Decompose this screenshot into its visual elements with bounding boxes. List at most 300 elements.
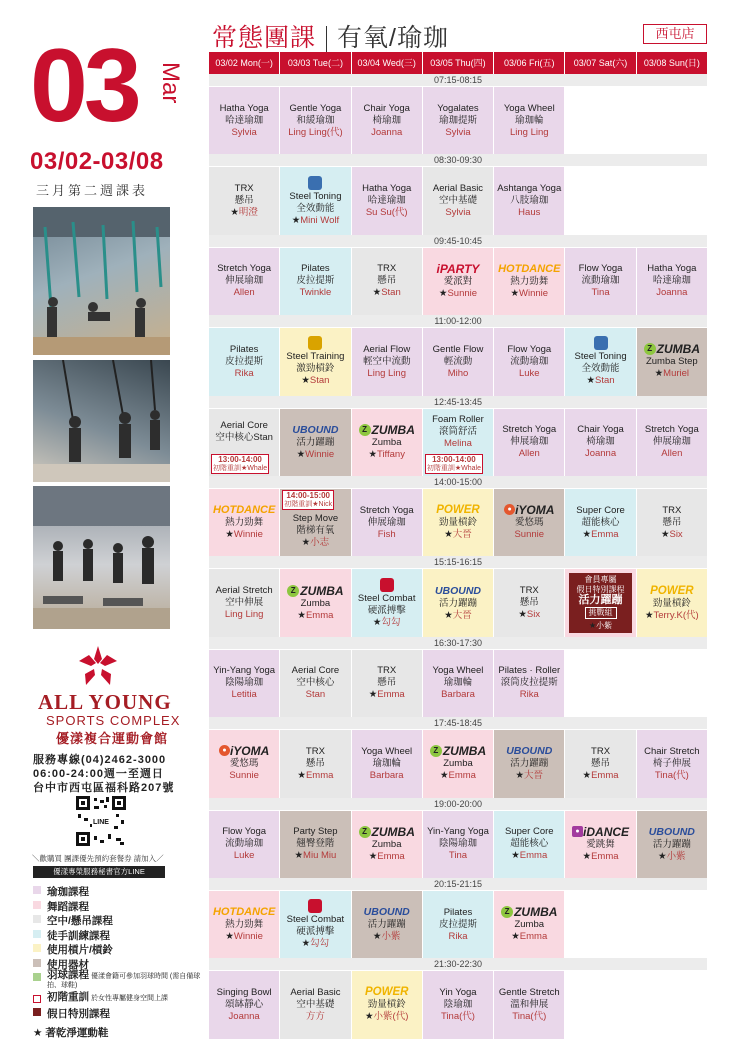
teacher-name: Luke: [518, 367, 540, 379]
class-cell[interactable]: [494, 650, 565, 717]
class-name-zh: 陰陽瑜珈: [438, 838, 477, 850]
zumba-logo: Z ZUMBA: [359, 424, 415, 437]
class-cell[interactable]: [423, 167, 494, 234]
zumba-logo-text: ZUMBA: [514, 905, 558, 920]
class-cell[interactable]: [280, 891, 351, 958]
month-number: 03: [30, 28, 138, 144]
teacher: [661, 529, 683, 541]
class-cell[interactable]: [352, 650, 423, 717]
teacher: [520, 689, 539, 701]
class-cell[interactable]: [423, 409, 494, 476]
time-slot: [209, 315, 707, 395]
class-name-zh: 陰瑜珈: [443, 998, 473, 1010]
class-cell[interactable]: [280, 328, 351, 395]
class-cell[interactable]: [423, 569, 494, 636]
empty-cell: [565, 891, 636, 958]
teacher: [591, 287, 609, 299]
teacher: [302, 938, 330, 950]
class-cell[interactable]: [423, 489, 494, 556]
teacher-name: 小紫: [666, 850, 686, 862]
teacher-name: Letitia: [231, 689, 257, 701]
class-cell[interactable]: [423, 87, 494, 154]
class-name: Pilates: [443, 906, 473, 918]
time-bar: 15:15-16:15: [209, 556, 707, 568]
teacher: [365, 1011, 408, 1023]
teacher: [297, 770, 333, 782]
class-name-zh: Zumba: [371, 838, 402, 850]
class-name: Aerial Basic: [290, 986, 341, 998]
special-line4: 挑戰組: [585, 607, 617, 619]
class-name: Flow Yoga: [507, 343, 552, 355]
teacher: [292, 215, 339, 227]
empty-cell: [565, 971, 636, 1038]
teacher-name: Emma: [591, 850, 619, 862]
teacher: [514, 529, 544, 541]
time-bar: 14:00-15:00: [209, 476, 707, 488]
teacher: [449, 850, 467, 862]
class-cell[interactable]: [209, 971, 280, 1038]
zumba-logo-text: ZUMBA: [371, 422, 415, 437]
party-logo-text: iPARTY: [436, 261, 480, 276]
class-name: Flow Yoga: [578, 263, 623, 275]
class-cell[interactable]: [209, 248, 280, 315]
teacher: [587, 375, 615, 387]
time-bar: 19:00-20:00: [209, 798, 707, 810]
class-row: [209, 408, 707, 476]
brand-tagline-en: SPORTS COMPLEX: [46, 713, 181, 728]
beginner-training-tag: [282, 490, 334, 510]
legend-item-dance: 舞蹈課程: [33, 899, 205, 914]
teacher: [440, 770, 476, 782]
teacher-name: 明澄: [238, 207, 258, 219]
class-name-zh: Zumba Step: [645, 356, 698, 368]
empty-cell: [637, 971, 707, 1038]
teacher: [510, 127, 549, 139]
class-cell[interactable]: [494, 328, 565, 395]
title-main: 常態團課: [212, 24, 317, 52]
time-slot: [209, 798, 707, 878]
qr-note: ＼歡購買 團課優先預約套餐券 請加入／: [32, 854, 164, 863]
class-cell[interactable]: [423, 650, 494, 717]
class-name-zh: 活力躍蹦: [367, 919, 406, 931]
class-cell[interactable]: [209, 811, 280, 878]
empty-cell: [565, 650, 636, 717]
class-name-zh: 愛派對: [443, 275, 473, 287]
class-name-zh: 流動瑜珈: [225, 838, 264, 850]
teacher: [367, 368, 406, 380]
phone-number: 服務專線(04)2462-3000: [33, 754, 167, 766]
class-cell[interactable]: [352, 409, 423, 476]
class-cell[interactable]: [637, 489, 707, 556]
address: 台中市西屯區福科路207號: [33, 782, 175, 794]
class-cell[interactable]: [565, 730, 636, 797]
class-row: [209, 86, 707, 154]
schedule-grid: [209, 52, 707, 1039]
class-cell[interactable]: [637, 730, 707, 797]
class-cell[interactable]: [494, 730, 565, 797]
hotdance-logo: [213, 906, 275, 919]
class-name: Steel Combat: [357, 592, 416, 604]
class-cell[interactable]: [280, 409, 351, 476]
teacher-name: 方方: [305, 1010, 325, 1022]
class-name: Flow Yoga: [222, 826, 267, 838]
teacher: [645, 610, 699, 622]
teacher-name: Tiffany: [376, 448, 405, 460]
class-cell[interactable]: [209, 87, 280, 154]
teacher: [444, 529, 472, 541]
class-cell[interactable]: [637, 409, 707, 476]
teacher-name: Allen: [233, 287, 255, 299]
class-name-zh: 活力躍蹦: [652, 838, 691, 850]
class-cell[interactable]: [280, 569, 351, 636]
class-cell[interactable]: [209, 489, 280, 556]
class-name: Chair Yoga: [577, 424, 624, 436]
day-header-0: 03/02 Mon(一): [209, 52, 280, 74]
beginner-training-tag: [211, 454, 269, 474]
empty-cell: [637, 167, 707, 234]
class-cell[interactable]: [637, 811, 707, 878]
teacher: [583, 851, 619, 863]
class-name: Aerial Basic: [432, 183, 484, 195]
class-cell[interactable]: [280, 87, 351, 154]
teacher-name: Emma: [448, 770, 476, 782]
teacher: [512, 1011, 546, 1023]
class-cell[interactable]: [637, 248, 707, 315]
teacher-name: Miho: [447, 367, 469, 379]
class-cell[interactable]: [565, 489, 636, 556]
class-cell[interactable]: [280, 248, 351, 315]
class-name-zh: 瑜珈輪: [443, 677, 473, 689]
line-qr-code[interactable]: [76, 796, 126, 846]
teacher-name: Ling Ling: [509, 126, 549, 138]
class-name-zh: 輕流動: [443, 355, 473, 367]
teacher: [300, 287, 332, 299]
class-cell[interactable]: [352, 811, 423, 878]
hotdance-logo-text: HOTDANCE: [212, 504, 276, 517]
class-cell[interactable]: [423, 730, 494, 797]
class-cell[interactable]: [494, 409, 565, 476]
iyoma-logo-text: iYOMA: [515, 503, 555, 518]
empty-cell: [637, 87, 707, 154]
class-name-zh: 瑜珈提斯: [438, 114, 477, 126]
time-bar: 08:30-09:30: [209, 154, 707, 166]
teacher-name: Rika: [519, 689, 539, 701]
class-name-zh: 椅瑜珈: [372, 114, 401, 126]
day-header-5: 03/07 Sat(六): [565, 52, 636, 74]
class-name: TRX: [519, 585, 539, 597]
class-name: Aerial Core: [291, 665, 340, 677]
class-name-zh: 空中伸展: [225, 597, 264, 609]
class-cell[interactable]: [494, 569, 565, 636]
class-name-zh: 伸展瑜珈: [367, 516, 406, 528]
class-name: Stretch Yoga: [502, 424, 557, 436]
class-row: [209, 649, 707, 717]
zumba-logo: Z ZUMBA: [287, 585, 343, 598]
legend: [33, 884, 205, 1039]
time-slot: [209, 74, 707, 154]
teacher-name: Sunnie: [514, 529, 545, 541]
teacher-name: Stan: [305, 689, 326, 701]
zumba-logo: Z ZUMBA: [501, 906, 557, 919]
teacher: [235, 368, 254, 380]
teacher: [373, 617, 401, 629]
class-cell[interactable]: [423, 328, 494, 395]
teacher-name: Emma: [591, 769, 619, 781]
ubound-logo-text: UBOUND: [292, 423, 339, 436]
class-name: Chair Yoga: [363, 102, 410, 114]
teacher: [297, 610, 333, 622]
teacher-name: Six: [526, 609, 541, 621]
teacher-name: Winnie: [233, 931, 263, 943]
time-slot: [209, 717, 707, 797]
class-cell[interactable]: [352, 248, 423, 315]
tag-time: 13:00-14:00: [218, 454, 262, 464]
zumba-logo: Z ZUMBA: [359, 826, 415, 839]
teacher-name: Tina(代): [654, 769, 689, 781]
legend-item-bodyweight: 徒手訓練課程: [33, 928, 205, 943]
class-name-zh: 激勁槓鈴: [296, 363, 335, 375]
teacher: [234, 850, 255, 862]
class-cell[interactable]: [352, 328, 423, 395]
class-cell[interactable]: [637, 569, 707, 636]
zumba-logo-text: ZUMBA: [300, 583, 344, 598]
class-cell[interactable]: [494, 811, 565, 878]
time-bar: 12:45-13:45: [209, 396, 707, 408]
class-cell[interactable]: [352, 891, 423, 958]
class-name: Gentle Flow: [432, 343, 484, 355]
class-cell[interactable]: [280, 811, 351, 878]
teacher-name: Muriel: [663, 368, 690, 380]
class-cell[interactable]: [423, 971, 494, 1038]
class-cell[interactable]: [209, 650, 280, 717]
class-row: [209, 729, 707, 797]
class-name-zh: 溫和伸展: [510, 998, 549, 1010]
teacher-name: Sylvia: [445, 126, 471, 138]
class-name: Ashtanga Yoga: [497, 183, 562, 195]
class-cell[interactable]: [494, 248, 565, 315]
class-cell[interactable]: [209, 167, 280, 234]
teacher: [444, 610, 472, 622]
teacher: [511, 850, 547, 862]
special-line2: 假日特別課程: [576, 585, 625, 595]
teacher-name: 大晉: [452, 529, 472, 541]
teacher-name: Allen: [661, 448, 683, 460]
idance-logo: ● iDANCE: [572, 826, 629, 839]
class-cell[interactable]: [423, 891, 494, 958]
teacher-name: Emma: [377, 850, 405, 862]
class-name-zh: 愛悠瑪: [229, 758, 259, 770]
hotdance-logo: [498, 263, 560, 276]
class-cell[interactable]: [280, 730, 351, 797]
class-cell[interactable]: [209, 891, 280, 958]
class-name-zh: 頌缽靜心: [225, 998, 264, 1010]
class-name: Gentle Stretch: [498, 986, 560, 998]
teacher: [370, 770, 404, 782]
class-name-zh: 和緩瑜珈: [296, 114, 335, 126]
class-cell[interactable]: [280, 650, 351, 717]
teacher-name: 大晉: [524, 770, 544, 782]
legend-item-barbell: 使用槓片/槓鈴: [33, 942, 205, 957]
teacher: [510, 288, 548, 300]
class-cell[interactable]: [565, 248, 636, 315]
class-name: Stretch Yoga: [359, 504, 414, 516]
class-name-zh: 滾筒皮拉提斯: [500, 677, 558, 689]
class-name: Stretch Yoga: [217, 263, 272, 275]
class-name: Yin Yoga: [439, 986, 477, 998]
class-cell[interactable]: [565, 409, 636, 476]
class-name: Steel Combat: [286, 914, 345, 926]
teacher-name: Sunnie: [229, 770, 259, 782]
class-name-zh: 活力躍蹦: [510, 758, 549, 770]
teacher: [583, 529, 619, 541]
class-name-zh: 懸吊: [234, 195, 254, 207]
class-name: Gentle Yoga: [289, 102, 342, 114]
teacher: [444, 438, 472, 450]
teacher: [585, 448, 616, 460]
teacher: [369, 851, 405, 863]
brand-name-en: ALL YOUNG: [38, 690, 172, 714]
class-cell[interactable]: [494, 489, 565, 556]
teacher: [231, 689, 256, 701]
teacher: [306, 1011, 325, 1023]
empty-cell: [637, 650, 707, 717]
class-name: Aerial Core: [220, 420, 268, 432]
class-name-zh: 流動瑜珈: [581, 275, 620, 287]
teacher-name: Ling Ling: [367, 367, 406, 379]
class-cell[interactable]: [565, 811, 636, 878]
time-slot: [209, 878, 707, 958]
teacher-name: Tina: [448, 850, 468, 862]
class-name-zh: 勁量槓鈴: [438, 517, 477, 529]
legend-item-badminton: 羽球課程 優漾會籍可參加羽球時間 (需自備球拍、球鞋): [33, 971, 205, 990]
class-cell[interactable]: [352, 489, 423, 556]
class-row: [209, 327, 707, 395]
teacher-name: Barbara: [441, 689, 475, 701]
teacher-name: Stan: [309, 375, 330, 387]
class-cell[interactable]: [494, 167, 565, 234]
holiday-special-badge: [569, 573, 631, 632]
class-name-zh: 椅瑜珈: [586, 436, 615, 448]
zumba-logo: Z ZUMBA: [430, 745, 486, 758]
class-cell[interactable]: [352, 167, 423, 234]
class-name: TRX: [662, 504, 682, 516]
teacher: [511, 931, 547, 943]
class-name: Hatha Yoga: [362, 183, 412, 195]
teacher-name: Joanna: [656, 287, 688, 299]
class-name-zh: 愛跳舞: [586, 838, 615, 850]
teacher: [225, 609, 264, 621]
teacher-name: Tina(代): [441, 1010, 475, 1022]
class-row: [209, 970, 707, 1038]
class-cell[interactable]: [637, 328, 707, 395]
teacher: [583, 770, 619, 782]
class-cell[interactable]: [280, 167, 351, 234]
class-cell[interactable]: [494, 971, 565, 1038]
class-cell[interactable]: [209, 569, 280, 636]
class-cell[interactable]: [423, 248, 494, 315]
class-cell[interactable]: [209, 409, 280, 476]
class-cell[interactable]: [352, 87, 423, 154]
class-cell[interactable]: [494, 87, 565, 154]
class-name-zh: 空中基礎: [296, 998, 335, 1010]
class-cell[interactable]: [352, 569, 423, 636]
class-cell[interactable]: [565, 569, 636, 636]
class-cell[interactable]: [280, 489, 351, 556]
class-name-zh: 哈達瑜珈: [367, 195, 406, 207]
day-header-4: 03/06 Fri(五): [494, 52, 565, 74]
teacher: [371, 127, 402, 139]
time-slot: [209, 556, 707, 636]
zumba-logo-text: ZUMBA: [442, 744, 487, 759]
teacher: [439, 288, 477, 300]
class-name-zh: 活力躍蹦: [296, 436, 335, 448]
class-name-zh: Zumba: [514, 919, 545, 931]
brand-star-logo: [75, 644, 121, 695]
teacher-name: Su Su(代): [365, 207, 408, 219]
time-slot: [209, 235, 707, 315]
teacher-name: Mini Wolf: [300, 214, 340, 226]
teacher: [366, 207, 408, 219]
time-bar: 21:30-22:30: [209, 958, 707, 970]
steel-logo-icon: [380, 578, 394, 592]
class-cell[interactable]: [423, 811, 494, 878]
teacher: [301, 375, 329, 387]
class-cell[interactable]: [352, 730, 423, 797]
zumba-logo: Z ZUMBA: [644, 343, 700, 356]
class-name: Steel Training: [286, 351, 345, 363]
class-name: Foam Roller: [432, 414, 484, 426]
class-cell[interactable]: [209, 730, 280, 797]
class-name-zh: 勁量槓鈴: [652, 597, 691, 609]
teacher-name: Allen: [518, 448, 540, 460]
steel-logo-icon: [308, 176, 322, 190]
class-cell[interactable]: [494, 891, 565, 958]
legend-item-aerial: 空中/懸吊課程: [33, 913, 205, 928]
teacher-name: Sylvia: [231, 126, 257, 138]
class-name-zh: 流動瑜珈: [510, 355, 549, 367]
class-name-zh: 全效動能: [296, 202, 335, 214]
photo-aerial-yoga: [33, 207, 170, 355]
legend-item-yoga: 瑜珈課程: [33, 884, 205, 899]
teacher: [229, 1011, 260, 1023]
class-cell[interactable]: [565, 328, 636, 395]
teacher-name: 勾勾: [381, 616, 401, 628]
class-cell[interactable]: [209, 328, 280, 395]
teacher-name: Ling Ling: [224, 609, 264, 621]
class-name-zh: 空中核心: [296, 677, 335, 689]
teacher: [295, 850, 337, 862]
steel-logo-icon: [308, 899, 322, 913]
teacher-name: Joanna: [371, 126, 403, 138]
class-cell[interactable]: [280, 971, 351, 1038]
time-slot: [209, 154, 707, 234]
class-name-zh: 空中基礎: [438, 195, 477, 207]
qr-line-label: LINE: [93, 819, 109, 826]
iyoma-logo: ● iYOMA: [219, 745, 269, 758]
ubound-logo-text: UBOUND: [434, 584, 482, 597]
teacher: [515, 770, 543, 782]
class-name-zh: 皮拉提斯: [438, 918, 477, 930]
class-cell[interactable]: [352, 971, 423, 1038]
class-name: TRX: [377, 263, 397, 275]
class-name-zh: 伸展瑜珈: [652, 436, 691, 448]
teacher: [225, 931, 263, 943]
class-name: Yoga Wheel: [361, 745, 413, 757]
teacher-name: Luke: [233, 850, 255, 862]
ubound-logo: [506, 745, 552, 758]
class-name: Yogalates: [437, 102, 479, 114]
class-name-zh: 陰陽瑜珈: [225, 677, 264, 689]
